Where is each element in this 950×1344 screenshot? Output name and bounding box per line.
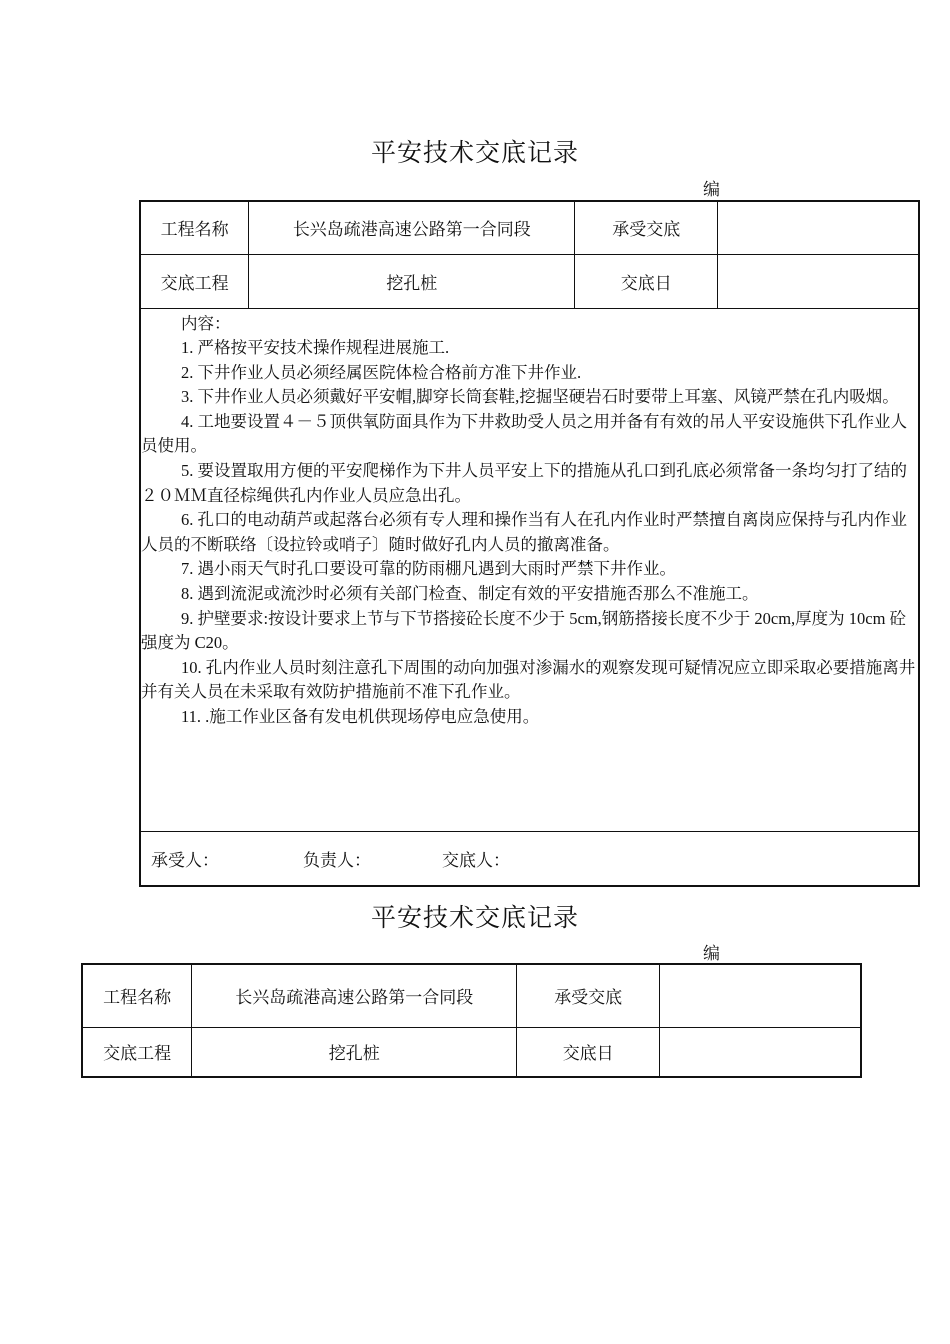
content-item-2: 2. 下井作业人员必须经属医院体检合格前方准下井作业. — [181, 362, 582, 382]
record1-title: 平安技术交底记录 — [370, 138, 579, 167]
content-item-9: 9. 护壁要求:按设计要求上节与下节搭接砼长度不少于 5cm,钢筋搭接长度不少于 20cm,厚度为 10cm 砼强度为 C20。 — [141, 608, 907, 653]
content-item-10: 10. 孔内作业人员时刻注意孔下周围的动向加强对渗漏水的观察发现可疑情况应立即采取必要措施离井并有关人员在未采取有效防护措施前不准下孔作业。 — [141, 657, 916, 702]
disclosure-project-label: 交底工程 — [82, 1027, 192, 1077]
receiver-unit-label: 承受交底 — [517, 964, 660, 1027]
project-name-value: 长兴岛疏港高速公路第一合同段 — [249, 201, 575, 254]
receiver-signature-label: 承受人： — [151, 850, 219, 871]
disclosure-date-label: 交底日 — [517, 1027, 660, 1077]
receiver-unit-value[interactable] — [718, 201, 919, 254]
content-item-4: 4. 工地要设置４－５顶供氧防面具作为下井救助受人员之用并备有有效的吊人平安设施供下孔作业人员使用。 — [141, 411, 907, 456]
discloser-signature-label: 交底人： — [442, 850, 510, 871]
content-item-6: 6. 孔口的电动葫芦或起落台必须有专人理和操作当有人在孔内作业时严禁擅自离岗应保持与孔内作业人员的不断联络〔设拉铃或哨子〕随时做好孔内人员的撤离准备。 — [141, 510, 907, 554]
disclosure-date-label: 交底日 — [575, 254, 718, 308]
project-name-label: 工程名称 — [82, 964, 192, 1027]
content-cell — [140, 308, 919, 831]
content-body — [141, 309, 918, 730]
responsible-signature-label: 负责人： — [303, 850, 371, 871]
content-item-7: 7. 遇小雨天气时孔口要设可靠的防雨棚凡遇到大雨时严禁下井作业。 — [181, 559, 676, 579]
content-item-1: 1. 严格按平安技术操作规程进展施工. — [181, 338, 450, 358]
signature-row — [140, 831, 919, 886]
disclosure-date-value[interactable] — [718, 254, 919, 308]
record2-title: 平安技术交底记录 — [370, 903, 579, 932]
content-item-8: 8. 遇到流泥或流沙时必须有关部门检查、制定有效的平安措施否那么不准施工。 — [181, 584, 759, 604]
disclosure-date-value[interactable] — [660, 1027, 861, 1077]
receiver-unit-label: 承受交底 — [575, 201, 718, 254]
project-name-label: 工程名称 — [140, 201, 249, 254]
content-item-5: 5. 要设置取用方便的平安爬梯作为下井人员平安上下的措施从孔口到孔底必须常备一条均匀打了结的２０ＭＭ直径棕绳供孔内作业人员应急出孔。 — [141, 461, 907, 505]
record1-table — [139, 200, 920, 887]
content-label: 内容： — [181, 313, 231, 333]
disclosure-project-value: 挖孔桩 — [192, 1027, 517, 1077]
project-name-value: 长兴岛疏港高速公路第一合同段 — [192, 964, 517, 1027]
disclosure-project-value: 挖孔桩 — [249, 254, 575, 308]
record1-number-label: 编 — [703, 180, 720, 200]
receiver-unit-value[interactable] — [660, 964, 861, 1027]
record2-table — [81, 963, 862, 1078]
disclosure-project-label: 交底工程 — [140, 254, 249, 308]
content-item-3: 3. 下井作业人员必须戴好平安帽,脚穿长筒套鞋,挖掘坚硬岩石时要带上耳塞、风镜严禁在孔内吸烟。 — [181, 387, 899, 407]
content-item-11: 11. .施工作业区备有发电机供现场停电应急使用。 — [181, 707, 540, 726]
record2-number-label: 编 — [703, 944, 720, 964]
